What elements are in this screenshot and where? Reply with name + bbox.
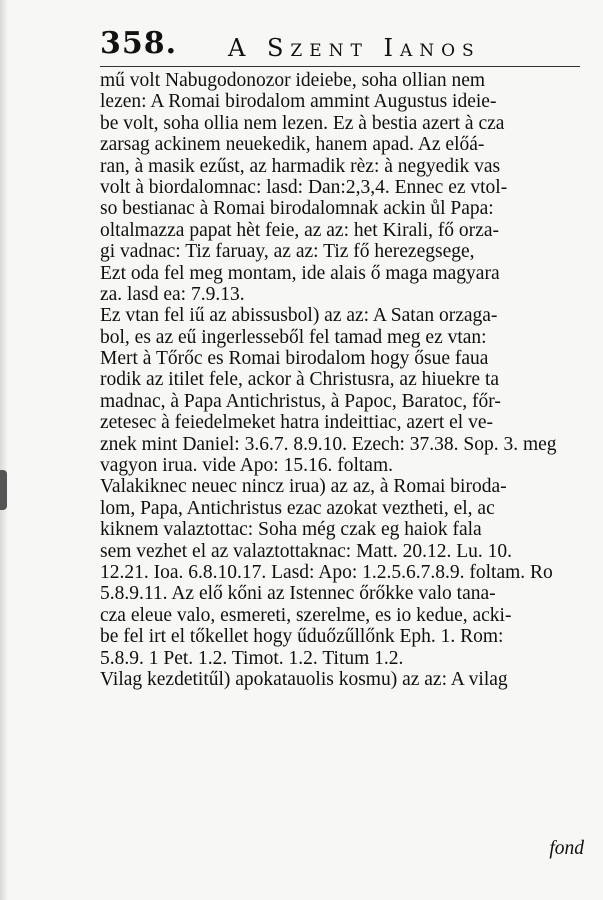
text-line: oltalmazza papat hèt feie, az az: het Kirali, fő orza-	[100, 219, 499, 241]
text-line: 5.8.9.11. Az elő kőni az Istennec őrőkke valo tana-	[100, 583, 496, 605]
text-line: cza eleue valo, esmereti, szerelme, es io kedue, acki-	[100, 604, 512, 626]
text-line: madnac, à Papa Antichristus, à Papoc, Baratoc, főr-	[100, 390, 501, 412]
text-line: be volt, soha ollia nem lezen. Ez à bestia azert à cza	[100, 112, 505, 134]
ink-mark	[0, 470, 7, 510]
text-line: vagyon irua. vide Apo: 15.16. foltam.	[100, 455, 393, 477]
text-line: lezen: A Romai birodalom ammint Augustus ideie-	[100, 91, 497, 113]
text-line: za. lasd ea: 7.9.13.	[100, 283, 245, 305]
text-line: volt à biordalomnac: lasd: Dan:2,3,4. Ennec ez vtol-	[100, 176, 508, 198]
text-line: Ezt oda fel meg montam, ide alais ő maga magyara	[100, 262, 500, 284]
text-line: 5.8.9. 1 Pet. 1.2. Timot. 1.2. Titum 1.2.	[100, 647, 404, 669]
text-line: rodik az itilet fele, ackor à Christusra, az hiuekre ta	[100, 369, 500, 391]
page-number: 358.	[100, 26, 178, 61]
page-header	[100, 24, 570, 68]
text-line: be fel irt el tőkellet hogy űduőzűllőnk Eph. 1. Rom:	[100, 626, 504, 648]
header-rule	[100, 66, 580, 67]
text-line: mű volt Nabugodonozor ideiebe, soha ollian nem	[100, 70, 486, 91]
catchword: fond	[549, 838, 584, 859]
scan-edge	[0, 0, 8, 900]
text-line: zarsag ackinem neuekedik, hanem apad. Az előá-	[100, 134, 485, 156]
text-line: Vilag kezdetitűl) apokatauolis kosmu) az az: A vilag	[100, 668, 508, 690]
text-line: gi vadnac: Tiz faruay, az az: Tiz fő herezegsege,	[100, 241, 475, 263]
body-text	[100, 70, 592, 690]
text-line: bol, es az eű ingerlesseből fel tamad meg ez vtan:	[100, 326, 487, 348]
text-line: Valakiknec neuec nincz irua) az az, à Romai biroda-	[100, 476, 507, 498]
text-line: znek mint Daniel: 3.6.7. 8.9.10. Ezech: 37.38. Sop. 3. meg	[100, 433, 557, 455]
text-line: kiknem valaztottac: Soha még czak eg haiok fala	[100, 519, 482, 541]
catchword-row	[100, 838, 590, 862]
running-title: A Szent Ianos	[228, 34, 481, 62]
text-line: Ez vtan fel iű az abissusbol) az az: A Satan orzaga-	[100, 305, 498, 327]
text-line: so bestianac à Romai birodalomnak ackin ůl Papa:	[100, 198, 494, 220]
text-line: Mert à Tőrőc es Romai birodalom hogy ősue faua	[100, 348, 489, 370]
text-line: ran, à masik ezűst, az harmadik rèz: à negyedik vas	[100, 155, 501, 177]
text-line: 12.21. Ioa. 6.8.10.17. Lasd: Apo: 1.2.5.6.7.8.9. foltam. Ro	[100, 561, 553, 583]
text-line: lom, Papa, Antichristus ezac azokat veztheti, el, ac	[100, 497, 495, 519]
text-line: zetesec à feiedelmeket hatra indeittiac, azert el ve-	[100, 412, 493, 434]
text-line: sem vezhet el az valaztottaknac: Matt. 20.12. Lu. 10.	[100, 540, 513, 562]
